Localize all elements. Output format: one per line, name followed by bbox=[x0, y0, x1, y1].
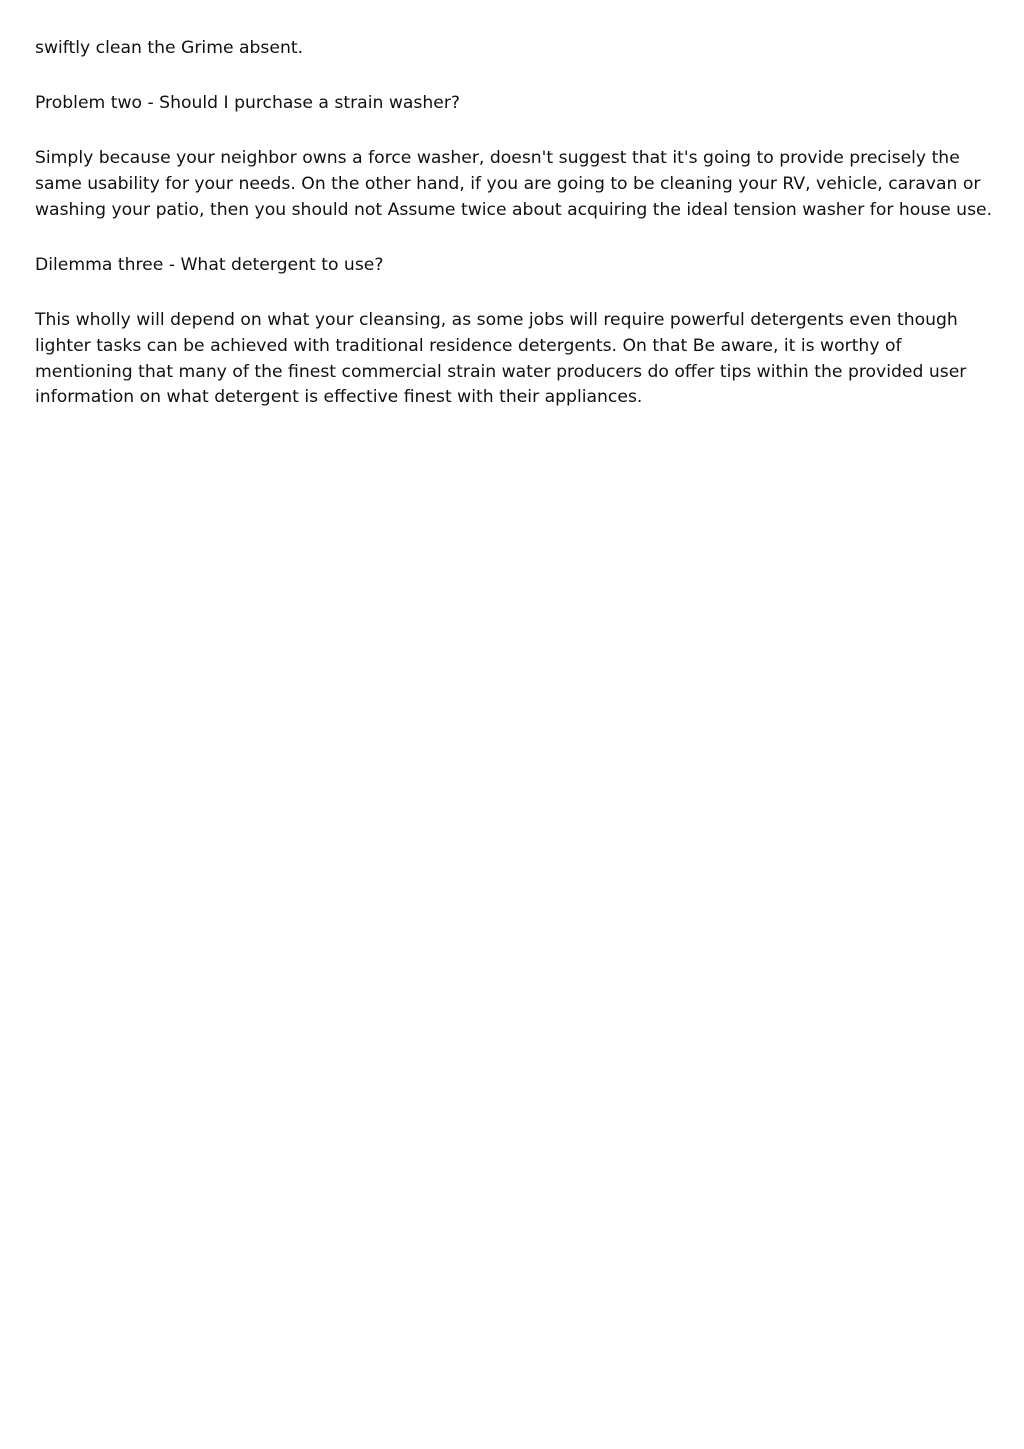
paragraph-continuation: swiftly clean the Grime absent. bbox=[35, 38, 304, 58]
answer-paragraph-two: Simply because your neighbor owns a force washer, doesn't suggest that it's going to provide precisely the same usability for your needs. On the other hand, if you are going to be cleaning your RV, vehicle, caravan or washing your patio, then you should not Assume twice about acquiring the ideal tension washer for house use. bbox=[35, 148, 993, 220]
answer-paragraph-three: This wholly will depend on what your cleansing, as some jobs will require powerful detergents even though lighter tasks can be achieved with traditional residence detergents. On that Be aware, it is worthy of mentioning that many of the finest commercial strain water producers do offer tips within the provided user information on what detergent is effective finest with their appliances. bbox=[35, 310, 967, 408]
question-heading-two: Problem two - Should I purchase a strain washer? bbox=[35, 93, 461, 114]
document-body bbox=[35, 36, 995, 441]
question-heading-three: Dilemma three - What detergent to use? bbox=[35, 255, 384, 276]
